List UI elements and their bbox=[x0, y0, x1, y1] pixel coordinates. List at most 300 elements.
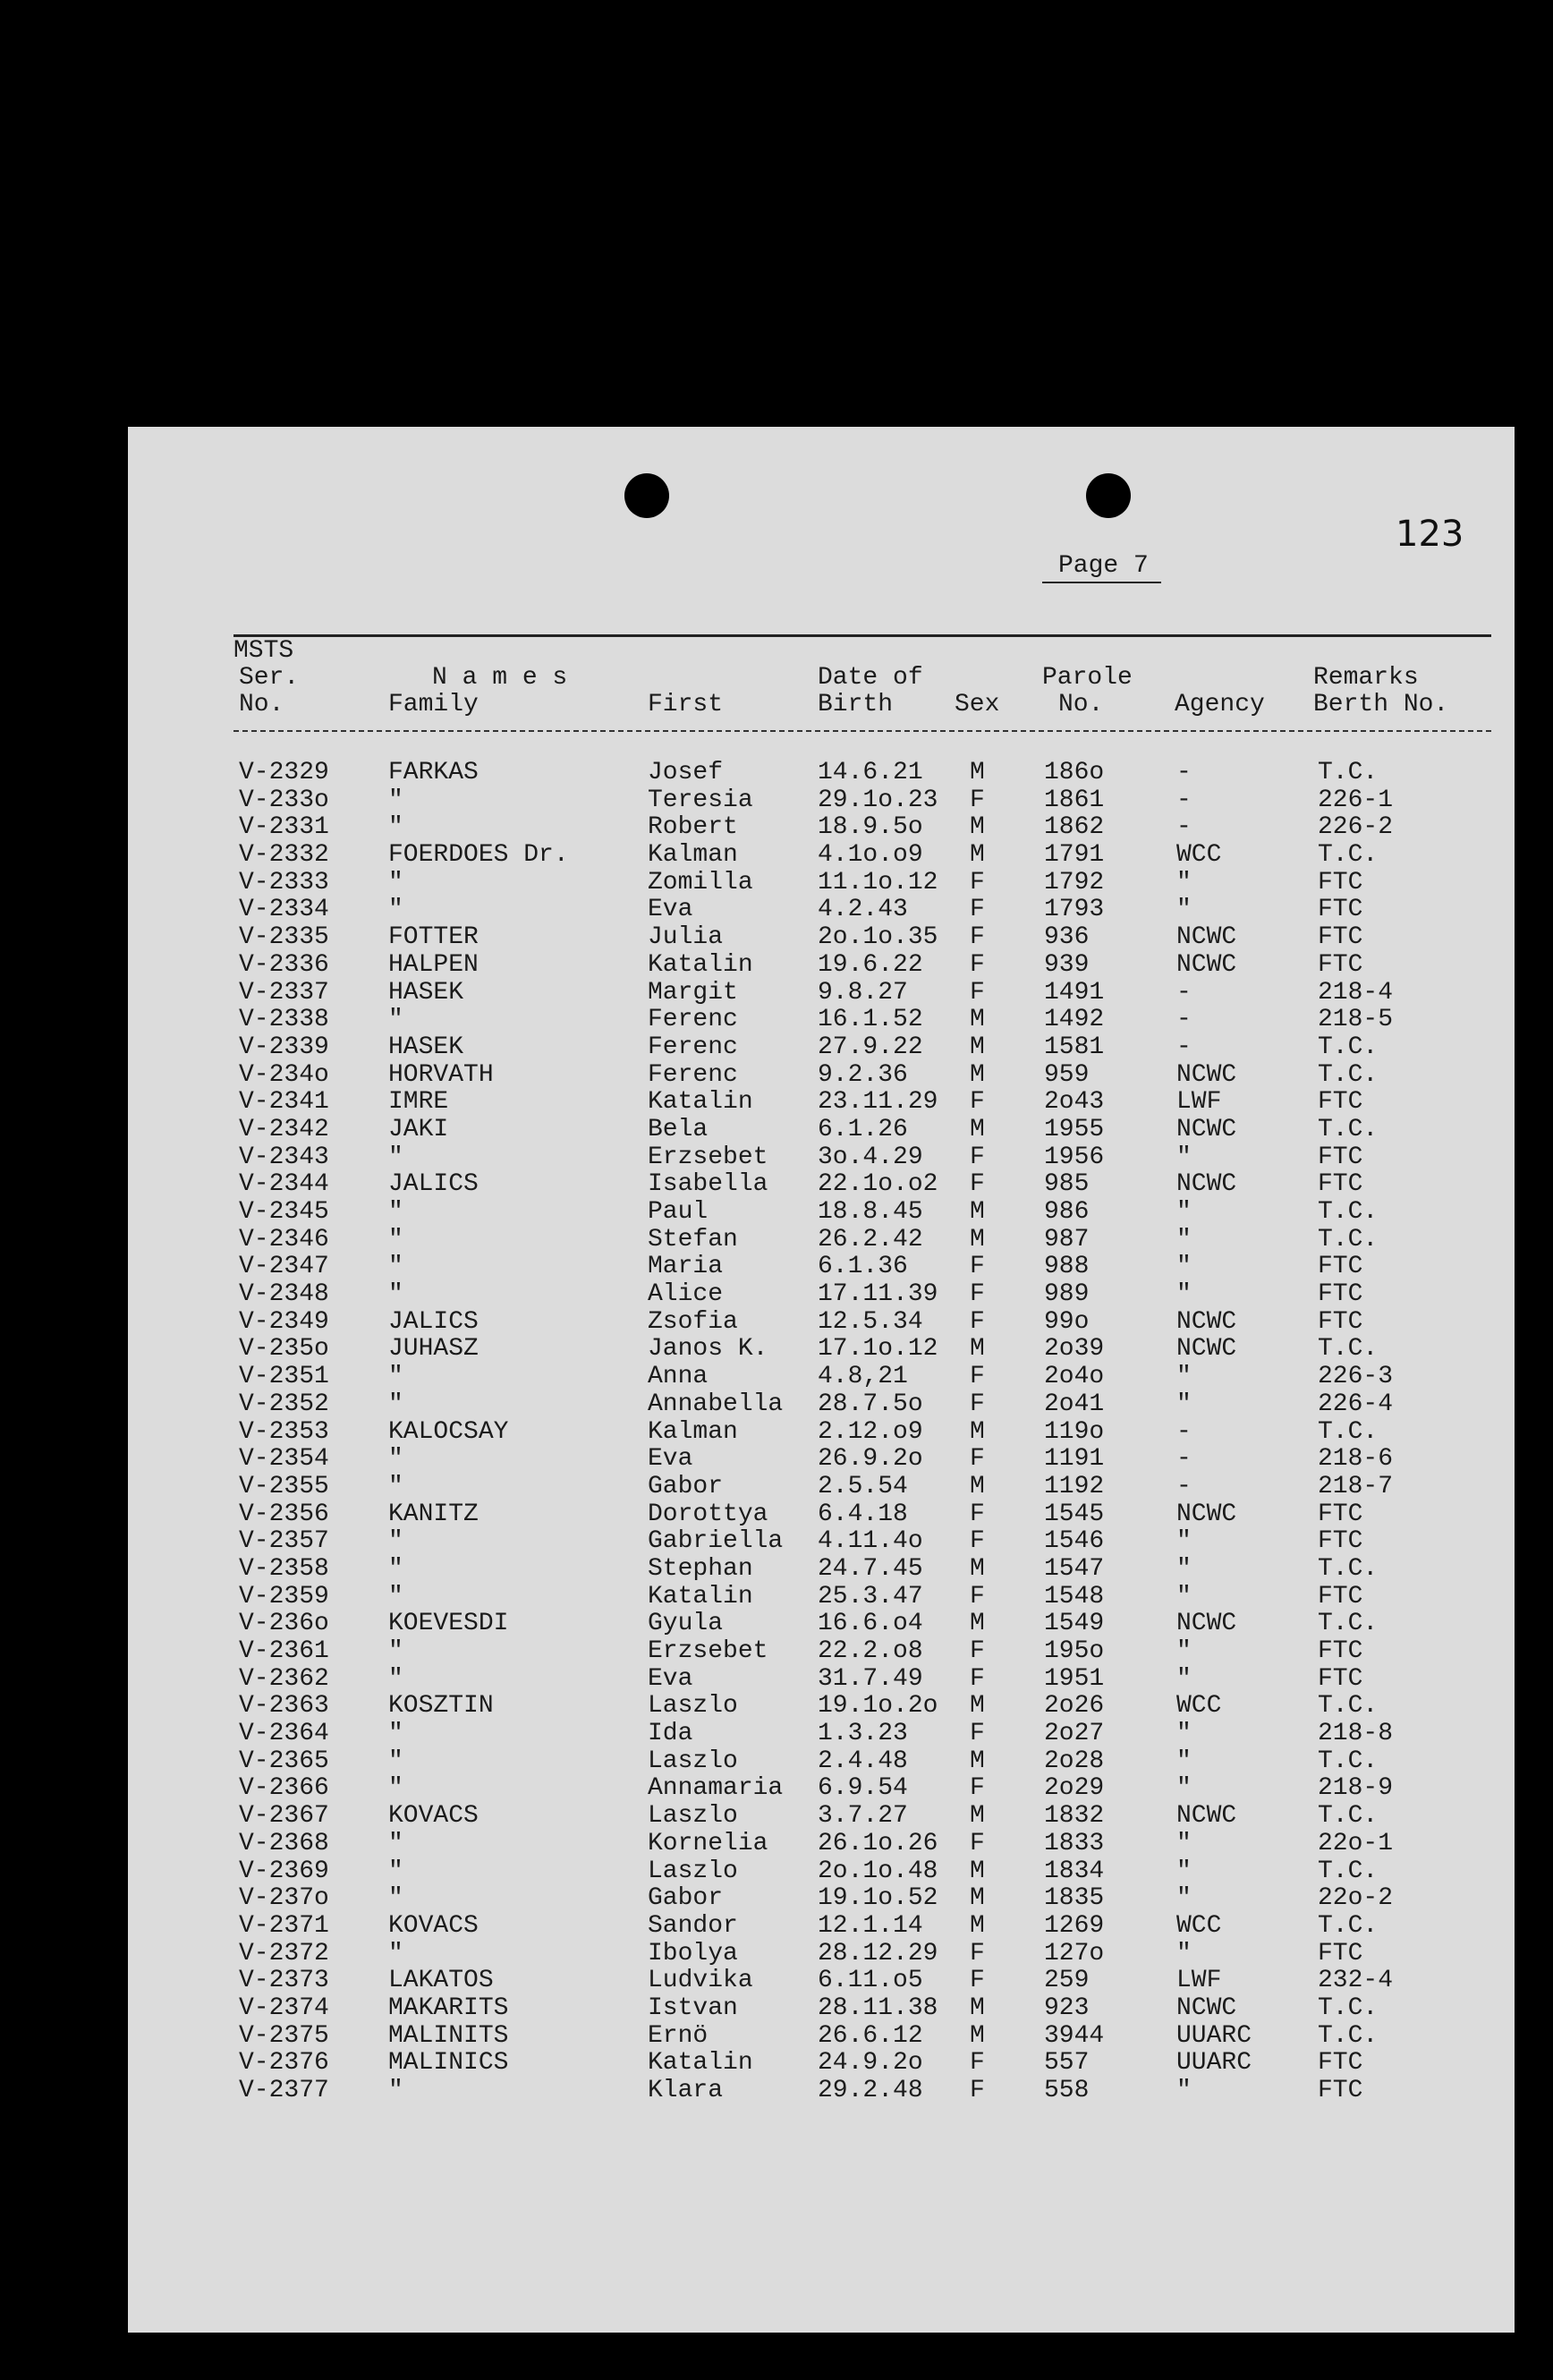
header-birth: Birth bbox=[818, 691, 894, 718]
serial-number: V-2332 bbox=[239, 841, 329, 870]
agency: - bbox=[1176, 1033, 1192, 1061]
first-name: Laszlo bbox=[648, 1802, 738, 1831]
family-name: " bbox=[388, 1390, 403, 1418]
sex: F bbox=[970, 868, 985, 897]
sex: F bbox=[970, 1445, 985, 1474]
family-name: " bbox=[388, 1445, 403, 1474]
family-name: " bbox=[388, 813, 403, 842]
agency: NCWC bbox=[1176, 950, 1237, 979]
parole-number: 195o bbox=[1044, 1637, 1105, 1665]
date-of-birth: 11.1o.12 bbox=[818, 868, 938, 897]
parole-number: 1956 bbox=[1044, 1143, 1105, 1171]
remarks-berth: 226-2 bbox=[1318, 813, 1394, 842]
agency: NCWC bbox=[1176, 1993, 1237, 2022]
sex: F bbox=[970, 1363, 985, 1391]
date-of-birth: 2o.1o.35 bbox=[818, 923, 938, 952]
roster-table bbox=[128, 760, 1515, 2105]
remarks-berth: FTC bbox=[1318, 1253, 1363, 1281]
date-of-birth: 3o.4.29 bbox=[818, 1143, 923, 1171]
first-name: Isabella bbox=[648, 1170, 768, 1199]
remarks-berth: 218-6 bbox=[1318, 1445, 1394, 1474]
first-name: Ferenc bbox=[648, 1060, 738, 1089]
parole-number: 1491 bbox=[1044, 978, 1105, 1007]
sex: M bbox=[970, 813, 985, 842]
header-agency: Agency bbox=[1175, 691, 1265, 718]
serial-number: V-2356 bbox=[239, 1500, 329, 1528]
punch-hole bbox=[1086, 473, 1131, 518]
sex: F bbox=[970, 1967, 985, 1995]
agency: " bbox=[1176, 1774, 1192, 1803]
sex: M bbox=[970, 1417, 985, 1446]
remarks-berth: T.C. bbox=[1318, 1225, 1379, 1254]
table-row bbox=[128, 842, 1515, 870]
agency: NCWC bbox=[1176, 1060, 1237, 1089]
remarks-berth: 218-7 bbox=[1318, 1472, 1394, 1500]
sex: M bbox=[970, 1198, 985, 1226]
date-of-birth: 6.11.o5 bbox=[818, 1967, 923, 1995]
sex: F bbox=[970, 1253, 985, 1281]
punch-hole bbox=[624, 473, 669, 518]
remarks-berth: FTC bbox=[1318, 2077, 1363, 2104]
parole-number: 939 bbox=[1044, 950, 1090, 979]
first-name: Klara bbox=[648, 2077, 724, 2104]
sex: F bbox=[970, 978, 985, 1007]
agency: UUARC bbox=[1176, 2021, 1252, 2050]
first-name: Ferenc bbox=[648, 1033, 738, 1061]
table-row bbox=[128, 1034, 1515, 1062]
remarks-berth: FTC bbox=[1318, 868, 1363, 897]
serial-number: V-2343 bbox=[239, 1143, 329, 1171]
date-of-birth: 28.12.29 bbox=[818, 1939, 938, 1968]
page-label: Page 7 bbox=[1042, 552, 1161, 583]
remarks-berth: T.C. bbox=[1318, 2021, 1379, 2050]
agency: - bbox=[1176, 759, 1192, 786]
remarks-berth: FTC bbox=[1318, 923, 1363, 952]
date-of-birth: 29.2.48 bbox=[818, 2077, 923, 2104]
sex: F bbox=[970, 896, 985, 924]
family-name: " bbox=[388, 1006, 403, 1034]
date-of-birth: 18.8.45 bbox=[818, 1198, 923, 1226]
parole-number: 959 bbox=[1044, 1060, 1090, 1089]
date-of-birth: 24.9.2o bbox=[818, 2049, 923, 2078]
remarks-berth: FTC bbox=[1318, 1143, 1363, 1171]
first-name: Janos K. bbox=[648, 1335, 768, 1364]
serial-number: V-2353 bbox=[239, 1417, 329, 1446]
parole-number: 923 bbox=[1044, 1993, 1090, 2022]
table-row bbox=[128, 1638, 1515, 1666]
sex: M bbox=[970, 1747, 985, 1775]
serial-number: V-234o bbox=[239, 1060, 329, 1089]
family-name: " bbox=[388, 1720, 403, 1748]
table-row bbox=[128, 1227, 1515, 1254]
agency: " bbox=[1176, 896, 1192, 924]
first-name: Eva bbox=[648, 1445, 693, 1474]
remarks-berth: FTC bbox=[1318, 1088, 1363, 1117]
agency: " bbox=[1176, 1747, 1192, 1775]
date-of-birth: 14.6.21 bbox=[818, 759, 923, 786]
sex: F bbox=[970, 1664, 985, 1693]
first-name: Erzsebet bbox=[648, 1637, 768, 1665]
sex: F bbox=[970, 1500, 985, 1528]
date-of-birth: 6.4.18 bbox=[818, 1500, 908, 1528]
date-of-birth: 23.11.29 bbox=[818, 1088, 938, 1117]
sex: F bbox=[970, 1774, 985, 1803]
family-name: " bbox=[388, 1363, 403, 1391]
family-name: " bbox=[388, 1527, 403, 1556]
sex: F bbox=[970, 786, 985, 814]
remarks-berth: T.C. bbox=[1318, 759, 1379, 786]
table-row bbox=[128, 1693, 1515, 1721]
serial-number: V-2351 bbox=[239, 1363, 329, 1391]
first-name: Erzsebet bbox=[648, 1143, 768, 1171]
first-name: Ibolya bbox=[648, 1939, 738, 1968]
date-of-birth: 2.5.54 bbox=[818, 1472, 908, 1500]
date-of-birth: 4.11.4o bbox=[818, 1527, 923, 1556]
header-date-of: Date of bbox=[818, 664, 923, 692]
sex: M bbox=[970, 1060, 985, 1089]
date-of-birth: 12.5.34 bbox=[818, 1307, 923, 1336]
family-name: FARKAS bbox=[388, 759, 479, 786]
first-name: Gabor bbox=[648, 1472, 724, 1500]
header-names: N a m e s bbox=[432, 664, 568, 692]
first-name: Zsofia bbox=[648, 1307, 738, 1336]
parole-number: 1492 bbox=[1044, 1006, 1105, 1034]
first-name: Kornelia bbox=[648, 1829, 768, 1857]
serial-number: V-2369 bbox=[239, 1857, 329, 1885]
family-name: FOTTER bbox=[388, 923, 479, 952]
remarks-berth: T.C. bbox=[1318, 841, 1379, 870]
sex: M bbox=[970, 1554, 985, 1583]
parole-number: 1546 bbox=[1044, 1527, 1105, 1556]
family-name: HASEK bbox=[388, 1033, 464, 1061]
family-name: FOERDOES Dr. bbox=[388, 841, 569, 870]
date-of-birth: 19.6.22 bbox=[818, 950, 923, 979]
date-of-birth: 1.3.23 bbox=[818, 1720, 908, 1748]
header-remarks: Remarks bbox=[1313, 664, 1419, 692]
table-row bbox=[128, 1281, 1515, 1309]
agency: " bbox=[1176, 1554, 1192, 1583]
remarks-berth: T.C. bbox=[1318, 1060, 1379, 1089]
table-row bbox=[128, 870, 1515, 897]
family-name: LAKATOS bbox=[388, 1967, 494, 1995]
date-of-birth: 25.3.47 bbox=[818, 1582, 923, 1611]
parole-number: 1834 bbox=[1044, 1857, 1105, 1885]
first-name: Teresia bbox=[648, 786, 753, 814]
parole-number: 2o28 bbox=[1044, 1747, 1105, 1775]
serial-number: V-2366 bbox=[239, 1774, 329, 1803]
sex: F bbox=[970, 1390, 985, 1418]
table-row bbox=[128, 2078, 1515, 2105]
sex: M bbox=[970, 759, 985, 786]
serial-number: V-235o bbox=[239, 1335, 329, 1364]
serial-number: V-2373 bbox=[239, 1967, 329, 1995]
header-ser: Ser. bbox=[239, 664, 300, 692]
sex: M bbox=[970, 1472, 985, 1500]
sex: F bbox=[970, 1527, 985, 1556]
agency: " bbox=[1176, 1390, 1192, 1418]
agency: NCWC bbox=[1176, 923, 1237, 952]
parole-number: 1861 bbox=[1044, 786, 1105, 814]
agency: " bbox=[1176, 1664, 1192, 1693]
agency: - bbox=[1176, 1445, 1192, 1474]
date-of-birth: 19.1o.2o bbox=[818, 1692, 938, 1721]
table-row bbox=[128, 1556, 1515, 1584]
serial-number: V-236o bbox=[239, 1610, 329, 1638]
sex: F bbox=[970, 1720, 985, 1748]
parole-number: 127o bbox=[1044, 1939, 1105, 1968]
first-name: Sandor bbox=[648, 1911, 738, 1940]
serial-number: V-2347 bbox=[239, 1253, 329, 1281]
agency: WCC bbox=[1176, 1692, 1222, 1721]
remarks-berth: 232-4 bbox=[1318, 1967, 1394, 1995]
parole-number: 1832 bbox=[1044, 1802, 1105, 1831]
first-name: Laszlo bbox=[648, 1747, 738, 1775]
agency: - bbox=[1176, 1006, 1192, 1034]
date-of-birth: 3.7.27 bbox=[818, 1802, 908, 1831]
first-name: Laszlo bbox=[648, 1857, 738, 1885]
family-name: " bbox=[388, 786, 403, 814]
family-name: " bbox=[388, 868, 403, 897]
serial-number: V-2341 bbox=[239, 1088, 329, 1117]
header-msts: MSTS bbox=[233, 637, 294, 665]
table-row bbox=[128, 1501, 1515, 1529]
date-of-birth: 28.7.5o bbox=[818, 1390, 923, 1418]
sex: M bbox=[970, 1335, 985, 1364]
agency: " bbox=[1176, 1637, 1192, 1665]
agency: " bbox=[1176, 1527, 1192, 1556]
table-row bbox=[128, 1364, 1515, 1391]
parole-number: 986 bbox=[1044, 1198, 1090, 1226]
first-name: Robert bbox=[648, 813, 738, 842]
header-no: No. bbox=[239, 691, 284, 718]
table-row bbox=[128, 1528, 1515, 1556]
first-name: Kalman bbox=[648, 841, 738, 870]
sex: M bbox=[970, 1225, 985, 1254]
first-name: Dorottya bbox=[648, 1500, 768, 1528]
sex: F bbox=[970, 1280, 985, 1309]
family-name: " bbox=[388, 1198, 403, 1226]
serial-number: V-2335 bbox=[239, 923, 329, 952]
agency: WCC bbox=[1176, 841, 1222, 870]
date-of-birth: 26.6.12 bbox=[818, 2021, 923, 2050]
date-of-birth: 6.9.54 bbox=[818, 1774, 908, 1803]
first-name: Ludvika bbox=[648, 1967, 753, 1995]
parole-number: 99o bbox=[1044, 1307, 1090, 1336]
table-row bbox=[128, 1199, 1515, 1227]
table-row bbox=[128, 1775, 1515, 1803]
table-row bbox=[128, 1309, 1515, 1337]
document-page bbox=[128, 427, 1515, 2333]
remarks-berth: T.C. bbox=[1318, 1993, 1379, 2022]
table-row bbox=[128, 1254, 1515, 1281]
remarks-berth: 226-4 bbox=[1318, 1390, 1394, 1418]
agency: " bbox=[1176, 2077, 1192, 2104]
family-name: " bbox=[388, 1829, 403, 1857]
serial-number: V-2374 bbox=[239, 1993, 329, 2022]
agency: NCWC bbox=[1176, 1610, 1237, 1638]
family-name: JALICS bbox=[388, 1170, 479, 1199]
remarks-berth: T.C. bbox=[1318, 1857, 1379, 1885]
remarks-berth: T.C. bbox=[1318, 1417, 1379, 1446]
agency: " bbox=[1176, 1720, 1192, 1748]
parole-number: 936 bbox=[1044, 923, 1090, 952]
serial-number: V-2376 bbox=[239, 2049, 329, 2078]
remarks-berth: T.C. bbox=[1318, 1554, 1379, 1583]
header-bottom-rule bbox=[233, 730, 1491, 732]
parole-number: 1549 bbox=[1044, 1610, 1105, 1638]
agency: WCC bbox=[1176, 1911, 1222, 1940]
sex: M bbox=[970, 1857, 985, 1885]
sex: F bbox=[970, 1143, 985, 1171]
parole-number: 1192 bbox=[1044, 1472, 1105, 1500]
date-of-birth: 9.2.36 bbox=[818, 1060, 908, 1089]
family-name: MAKARITS bbox=[388, 1993, 509, 2022]
sex: M bbox=[970, 1006, 985, 1034]
table-row bbox=[128, 1913, 1515, 1941]
family-name: " bbox=[388, 1253, 403, 1281]
family-name: MALINITS bbox=[388, 2021, 509, 2050]
parole-number: 989 bbox=[1044, 1280, 1090, 1309]
parole-number: 988 bbox=[1044, 1253, 1090, 1281]
date-of-birth: 18.9.5o bbox=[818, 813, 923, 842]
serial-number: V-2355 bbox=[239, 1472, 329, 1500]
serial-number: V-2342 bbox=[239, 1115, 329, 1143]
first-name: Stefan bbox=[648, 1225, 738, 1254]
remarks-berth: T.C. bbox=[1318, 1610, 1379, 1638]
first-name: Bela bbox=[648, 1115, 709, 1143]
serial-number: V-2338 bbox=[239, 1006, 329, 1034]
first-name: Julia bbox=[648, 923, 724, 952]
parole-number: 3944 bbox=[1044, 2021, 1105, 2050]
table-row bbox=[128, 1803, 1515, 1831]
serial-number: V-2368 bbox=[239, 1829, 329, 1857]
sex: M bbox=[970, 1692, 985, 1721]
remarks-berth: FTC bbox=[1318, 1939, 1363, 1968]
first-name: Laszlo bbox=[648, 1692, 738, 1721]
table-row bbox=[128, 1611, 1515, 1638]
parole-number: 987 bbox=[1044, 1225, 1090, 1254]
agency: NCWC bbox=[1176, 1115, 1237, 1143]
agency: " bbox=[1176, 1280, 1192, 1309]
remarks-berth: T.C. bbox=[1318, 1802, 1379, 1831]
table-row bbox=[128, 1446, 1515, 1474]
agency: - bbox=[1176, 978, 1192, 1007]
parole-number: 1269 bbox=[1044, 1911, 1105, 1940]
parole-number: 1545 bbox=[1044, 1500, 1105, 1528]
parole-number: 186o bbox=[1044, 759, 1105, 786]
serial-number: V-2348 bbox=[239, 1280, 329, 1309]
first-name: Annabella bbox=[648, 1390, 784, 1418]
remarks-berth: T.C. bbox=[1318, 1911, 1379, 1940]
header-family: Family bbox=[388, 691, 479, 718]
parole-number: 2o39 bbox=[1044, 1335, 1105, 1364]
sex: M bbox=[970, 1033, 985, 1061]
serial-number: V-2372 bbox=[239, 1939, 329, 1968]
family-name: KALOCSAY bbox=[388, 1417, 509, 1446]
table-row bbox=[128, 1995, 1515, 2023]
serial-number: V-2377 bbox=[239, 2077, 329, 2104]
family-name: JAKI bbox=[388, 1115, 449, 1143]
agency: - bbox=[1176, 786, 1192, 814]
parole-number: 1191 bbox=[1044, 1445, 1105, 1474]
date-of-birth: 16.6.o4 bbox=[818, 1610, 923, 1638]
remarks-berth: T.C. bbox=[1318, 1033, 1379, 1061]
agency: - bbox=[1176, 1472, 1192, 1500]
table-row bbox=[128, 897, 1515, 924]
first-name: Zomilla bbox=[648, 868, 753, 897]
table-row bbox=[128, 1831, 1515, 1858]
remarks-berth: 218-9 bbox=[1318, 1774, 1394, 1803]
table-row bbox=[128, 1171, 1515, 1199]
sex: M bbox=[970, 1802, 985, 1831]
family-name: " bbox=[388, 1554, 403, 1583]
serial-number: V-2361 bbox=[239, 1637, 329, 1665]
date-of-birth: 29.1o.23 bbox=[818, 786, 938, 814]
first-name: Ferenc bbox=[648, 1006, 738, 1034]
header-first: First bbox=[648, 691, 724, 718]
sex: F bbox=[970, 1637, 985, 1665]
table-row bbox=[128, 1885, 1515, 1913]
family-name: IMRE bbox=[388, 1088, 449, 1117]
date-of-birth: 12.1.14 bbox=[818, 1911, 923, 1940]
date-of-birth: 4.1o.o9 bbox=[818, 841, 923, 870]
first-name: Ernö bbox=[648, 2021, 709, 2050]
date-of-birth: 31.7.49 bbox=[818, 1664, 923, 1693]
date-of-birth: 4.8,21 bbox=[818, 1363, 908, 1391]
date-of-birth: 26.2.42 bbox=[818, 1225, 923, 1254]
first-name: Eva bbox=[648, 896, 693, 924]
serial-number: V-2337 bbox=[239, 978, 329, 1007]
remarks-berth: 226-3 bbox=[1318, 1363, 1394, 1391]
agency: " bbox=[1176, 1884, 1192, 1913]
remarks-berth: 226-1 bbox=[1318, 786, 1394, 814]
family-name: " bbox=[388, 1637, 403, 1665]
family-name: " bbox=[388, 1472, 403, 1500]
serial-number: V-2331 bbox=[239, 813, 329, 842]
header-berth-no: Berth No. bbox=[1313, 691, 1449, 718]
first-name: Stephan bbox=[648, 1554, 753, 1583]
serial-number: V-2375 bbox=[239, 2021, 329, 2050]
first-name: Eva bbox=[648, 1664, 693, 1693]
header-parole-no: No. bbox=[1058, 691, 1104, 718]
date-of-birth: 4.2.43 bbox=[818, 896, 908, 924]
table-row bbox=[128, 952, 1515, 980]
parole-number: 558 bbox=[1044, 2077, 1090, 2104]
table-row bbox=[128, 1419, 1515, 1447]
remarks-berth: 22o-2 bbox=[1318, 1884, 1394, 1913]
sex: M bbox=[970, 1911, 985, 1940]
sex: F bbox=[970, 950, 985, 979]
agency: " bbox=[1176, 1143, 1192, 1171]
remarks-berth: T.C. bbox=[1318, 1335, 1379, 1364]
parole-number: 1955 bbox=[1044, 1115, 1105, 1143]
parole-number: 259 bbox=[1044, 1967, 1090, 1995]
remarks-berth: 218-8 bbox=[1318, 1720, 1394, 1748]
table-row bbox=[128, 1748, 1515, 1776]
remarks-berth: T.C. bbox=[1318, 1198, 1379, 1226]
serial-number: V-2359 bbox=[239, 1582, 329, 1611]
remarks-berth: FTC bbox=[1318, 1637, 1363, 1665]
serial-number: V-2367 bbox=[239, 1802, 329, 1831]
date-of-birth: 22.2.o8 bbox=[818, 1637, 923, 1665]
first-name: Ida bbox=[648, 1720, 693, 1748]
date-of-birth: 27.9.22 bbox=[818, 1033, 923, 1061]
table-row bbox=[128, 1089, 1515, 1117]
table-row bbox=[128, 760, 1515, 787]
family-name: HASEK bbox=[388, 978, 464, 1007]
header-parole: Parole bbox=[1042, 664, 1133, 692]
date-of-birth: 9.8.27 bbox=[818, 978, 908, 1007]
